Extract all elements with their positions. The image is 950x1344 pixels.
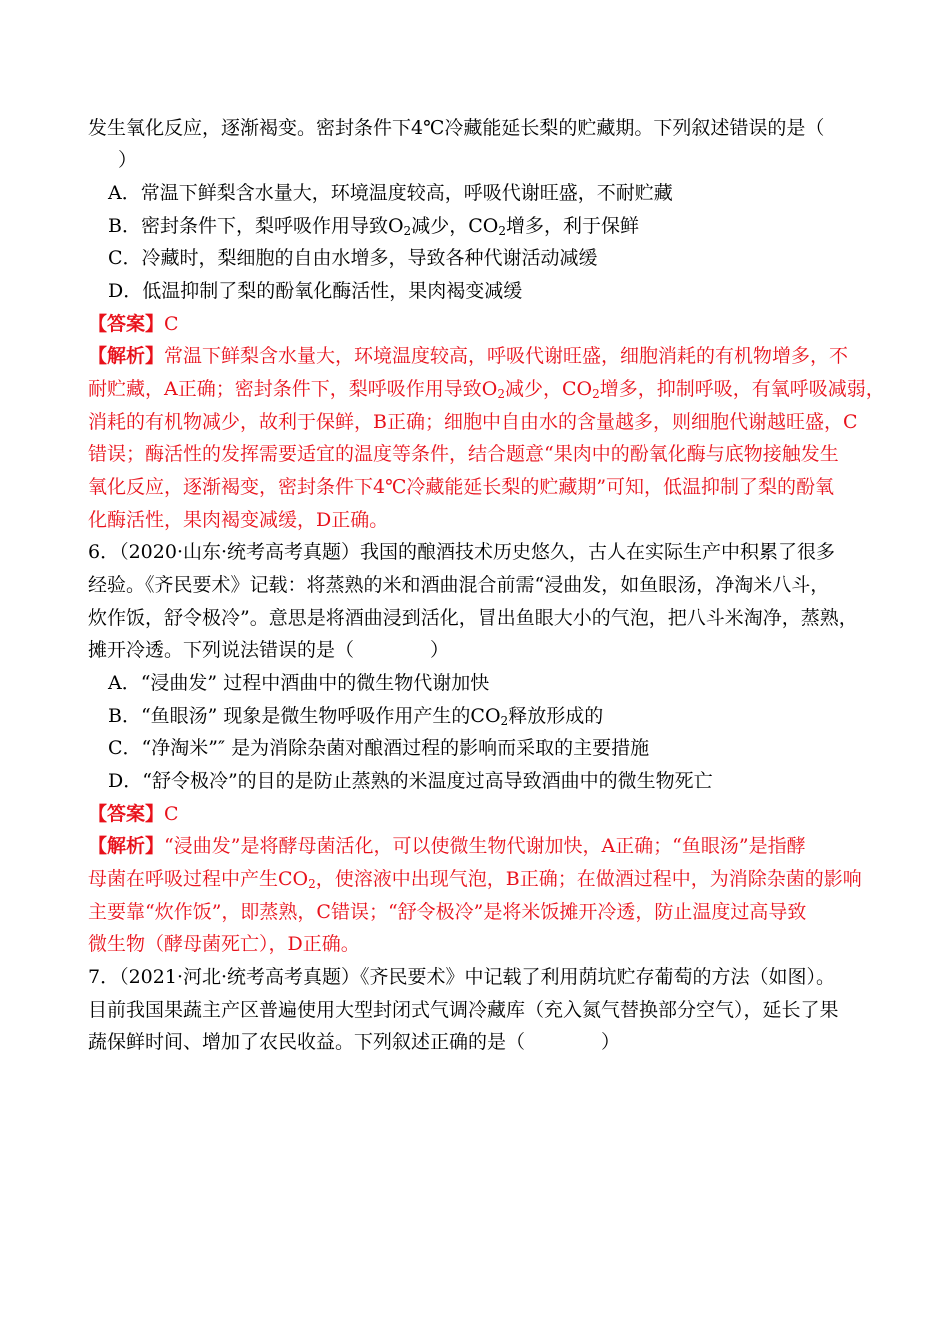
q5-option-a: A．常温下鲜梨含水量大，环境温度较高，呼吸代谢旺盛，不耐贮藏 (108, 182, 673, 204)
q5-analysis-line-3: 消耗的有机物减少，故利于保鲜，B正确；细胞中自由水的含量越多，则细胞代谢越旺盛，C (88, 411, 858, 433)
q6-stem-line-1: 6．（2020·山东·统考高考真题）我国的酿酒技术历史悠久，古人在实际生产中积累了很多 (88, 541, 836, 563)
q5-option-b (108, 214, 639, 238)
subscript-2: 2 (500, 714, 509, 728)
q6-option-d: D．“舒令极冷”的目的是防止蒸熟的米温度过高导致酒曲中的微生物死亡 (108, 770, 713, 792)
analysis-text: ，使溶液中出现气泡，B正确；在做酒过程中，为消除杂菌的影响 (315, 868, 862, 890)
q5-stem-line-2: ） (118, 149, 138, 171)
q5-stem-line-1: 发生氧化反应，逐渐褐变。密封条件下4℃冷藏能延长梨的贮藏期。下列叙述错误的是（ (88, 117, 825, 139)
analysis-label: 【解析】 (88, 345, 165, 367)
q5-option-c: C．冷藏时，梨细胞的自由水增多，导致各种代谢活动减缓 (108, 247, 598, 269)
subscript-2: 2 (497, 387, 505, 401)
analysis-text: 常温下鲜梨含水量大，环境温度较高，呼吸代谢旺盛，细胞消耗的有机物增多，不 (164, 345, 849, 367)
analysis-text: 母菌在呼吸过程中产生CO (88, 868, 309, 890)
q6-analysis-line-1 (88, 834, 806, 858)
q6-answer (88, 802, 179, 826)
q6-option-a: A．“浸曲发” 过程中酒曲中的微生物代谢加快 (108, 672, 490, 694)
subscript-2: 2 (403, 224, 412, 238)
subscript-2: 2 (498, 224, 506, 238)
q5-analysis-line-4: 错误；酶活性的发挥需要适宜的温度等条件，结合题意“果肉中的酚氧化酶与底物接触发生 (88, 443, 839, 465)
answer-value: C (164, 313, 179, 335)
q7-stem-line-2: 目前我国果蔬主产区普遍使用大型封闭式气调冷藏库（充入氮气替换部分空气），延长了果 (88, 999, 839, 1021)
analysis-text: 减少，CO (504, 378, 593, 400)
q6-option-b (108, 704, 603, 728)
q5-analysis-line-1 (88, 344, 848, 368)
subscript-2: 2 (592, 387, 600, 401)
q6-stem-line-4: 摊开冷透。下列说法错误的是（ ） (88, 639, 450, 661)
q6-option-c: C．“净淘米”″ 是为消除杂菌对酿酒过程的影响而采取的主要措施 (108, 737, 650, 759)
analysis-label: 【解析】 (88, 835, 165, 857)
q6-option-b-text-2: 释放形成的 (508, 705, 604, 727)
q6-analysis-line-2 (88, 867, 862, 891)
answer-label: 【答案】 (88, 803, 165, 825)
q6-stem-line-2: 经验。《齐民要术》记载：将蒸熟的米和酒曲混合前需“浸曲发，如鱼眼汤，净淘米八斗， (88, 574, 830, 596)
analysis-text: 增多，抑制呼吸，有氧呼吸减弱， (599, 378, 885, 400)
answer-label: 【答案】 (88, 313, 165, 335)
q7-stem-line-1: 7．（2021·河北·统考高考真题）《齐民要术》中记载了利用荫坑贮存葡萄的方法（如图）。 (88, 966, 836, 988)
q5-option-b-text-3: 增多，利于保鲜 (505, 215, 639, 237)
answer-value: C (164, 803, 179, 825)
q5-analysis-line-6: 化酶活性，果肉褐变减缓，D正确。 (88, 509, 389, 531)
q5-analysis-line-5: 氧化反应，逐渐褐变，密封条件下4℃冷藏能延长梨的贮藏期”可知，低温抑制了梨的酚氧 (88, 476, 835, 498)
q6-analysis-line-4: 微生物（酵母菌死亡），D正确。 (88, 933, 360, 955)
q5-option-b-text-1: B．密封条件下，梨呼吸作用导致O (108, 215, 404, 237)
q6-stem-line-3: 炊作饭，舒令极冷”。意思是将酒曲浸到活化，冒出鱼眼大小的气泡，把八斗米淘净，蒸熟， (88, 607, 858, 629)
q6-analysis-line-3: 主要靠“炊作饭”，即蒸熟，C错误；“舒令极冷”是将米饭摊开冷透，防止温度过高导致 (88, 901, 807, 923)
subscript-2: 2 (308, 877, 316, 891)
analysis-text: “浸曲发”是将酵母菌活化，可以使微生物代谢加快，A正确；“鱼眼汤”是指酵 (164, 835, 806, 857)
q5-analysis-line-2 (88, 377, 885, 401)
q5-option-d: D．低温抑制了梨的酚氧化酶活性，果肉褐变减缓 (108, 280, 523, 302)
q7-stem-line-3: 蔬保鲜时间、增加了农民收益。下列叙述正确的是（ ） (88, 1031, 621, 1053)
q6-option-b-text-1: B．“鱼眼汤” 现象是微生物呼吸作用产生的CO (108, 705, 501, 727)
analysis-text: 耐贮藏，A正确；密封条件下，梨呼吸作用导致O (88, 378, 498, 400)
q5-option-b-text-2: 减少，CO (411, 215, 499, 237)
q5-answer (88, 312, 179, 336)
